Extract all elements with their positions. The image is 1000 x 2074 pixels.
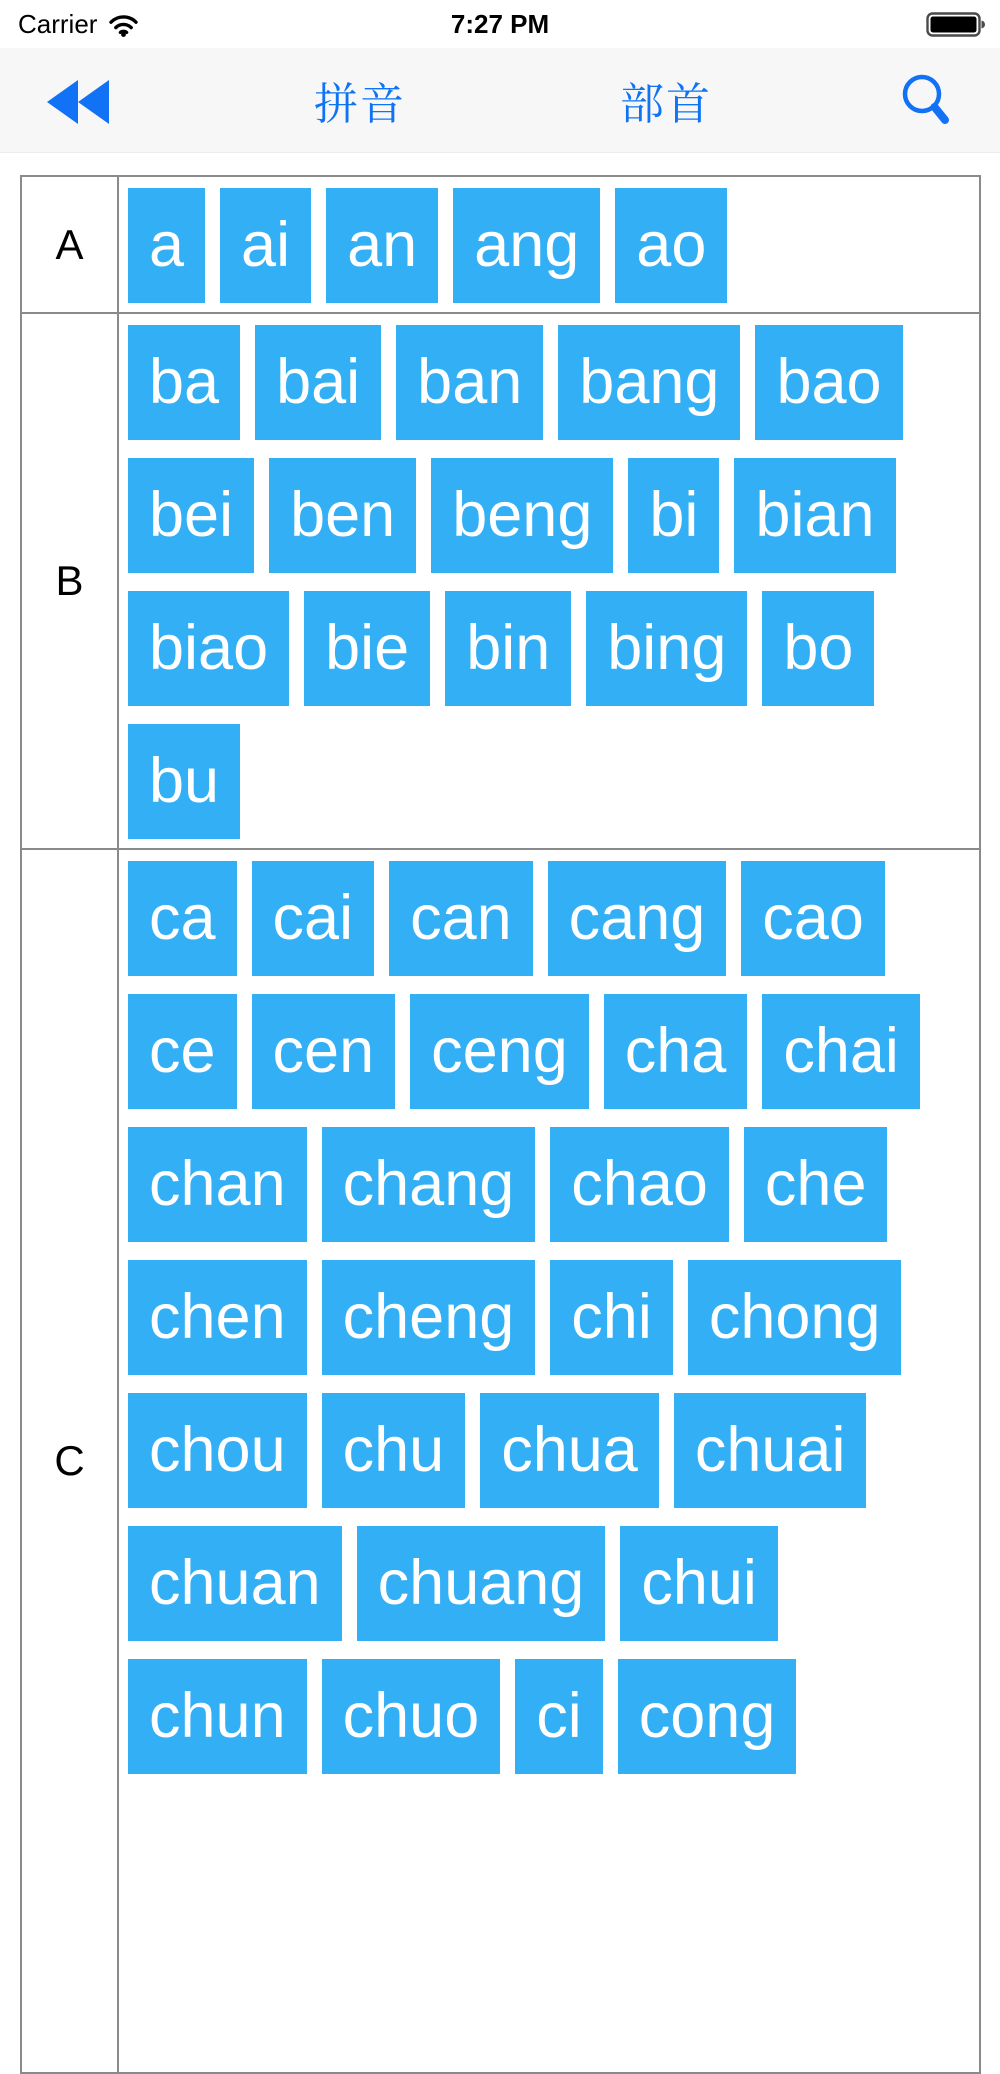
- pinyin-button-beng[interactable]: beng: [431, 458, 613, 573]
- pinyin-button-bi[interactable]: bi: [628, 458, 719, 573]
- pinyin-button-can[interactable]: can: [389, 861, 533, 976]
- pinyin-button-chang[interactable]: chang: [322, 1127, 536, 1242]
- syllable-row: [128, 591, 971, 706]
- carrier-label: Carrier: [18, 8, 98, 39]
- index-section-b: [22, 314, 979, 850]
- syllable-row: [128, 994, 971, 1109]
- pinyin-button-chuan[interactable]: chuan: [128, 1526, 342, 1641]
- pinyin-button-chua[interactable]: chua: [480, 1393, 659, 1508]
- pinyin-button-chuo[interactable]: chuo: [322, 1659, 501, 1774]
- pinyin-button-ang[interactable]: ang: [453, 188, 600, 303]
- section-letter: C: [22, 850, 119, 2072]
- pinyin-button-bao[interactable]: bao: [755, 325, 902, 440]
- syllable-row: [128, 325, 971, 440]
- pinyin-button-chuang[interactable]: chuang: [357, 1526, 606, 1641]
- pinyin-button-che[interactable]: che: [744, 1127, 888, 1242]
- pinyin-button-biao[interactable]: biao: [128, 591, 289, 706]
- pinyin-button-a[interactable]: a: [128, 188, 205, 303]
- pinyin-button-cheng[interactable]: cheng: [322, 1260, 536, 1375]
- index-section-c: [22, 850, 979, 2072]
- pinyin-button-chuai[interactable]: chuai: [674, 1393, 867, 1508]
- pinyin-button-bu[interactable]: bu: [128, 724, 240, 839]
- battery-icon: [926, 12, 986, 37]
- rewind-icon: [47, 80, 109, 124]
- pinyin-button-chen[interactable]: chen: [128, 1260, 307, 1375]
- syllable-row: [128, 458, 971, 573]
- pinyin-button-cai[interactable]: cai: [252, 861, 375, 976]
- index-section-a: [22, 177, 979, 314]
- section-letter: B: [22, 314, 119, 848]
- pinyin-button-ce[interactable]: ce: [128, 994, 237, 1109]
- syllable-row: [128, 1526, 971, 1641]
- nav-bar: [0, 48, 1000, 153]
- pinyin-button-bing[interactable]: bing: [586, 591, 747, 706]
- pinyin-button-chu[interactable]: chu: [322, 1393, 466, 1508]
- pinyin-button-ba[interactable]: ba: [128, 325, 240, 440]
- search-icon: [900, 73, 950, 127]
- pinyin-button-bai[interactable]: bai: [255, 325, 381, 440]
- pinyin-button-an[interactable]: an: [326, 188, 438, 303]
- tab-pinyin[interactable]: 拼音: [314, 80, 406, 129]
- syllable-row: [128, 861, 971, 976]
- pinyin-button-bian[interactable]: bian: [734, 458, 895, 573]
- pinyin-button-cen[interactable]: cen: [252, 994, 396, 1109]
- pinyin-button-chong[interactable]: chong: [688, 1260, 902, 1375]
- syllable-row: [128, 1393, 971, 1508]
- pinyin-index-table: [20, 175, 981, 2074]
- section-content: [119, 314, 979, 848]
- pinyin-button-ao[interactable]: ao: [615, 188, 727, 303]
- syllable-row: [128, 1260, 971, 1375]
- pinyin-button-chao[interactable]: chao: [550, 1127, 729, 1242]
- pinyin-button-chui[interactable]: chui: [620, 1526, 778, 1641]
- syllable-row: [128, 1127, 971, 1242]
- pinyin-button-cang[interactable]: cang: [548, 861, 727, 976]
- section-content: [119, 850, 979, 2072]
- section-letter: A: [22, 177, 119, 312]
- tab-radical[interactable]: 部首: [620, 80, 712, 129]
- pinyin-button-ai[interactable]: ai: [220, 188, 311, 303]
- search-button[interactable]: [896, 70, 954, 130]
- syllable-row: [128, 1659, 971, 1774]
- pinyin-button-ben[interactable]: ben: [269, 458, 416, 573]
- section-content: [119, 177, 979, 312]
- status-time: 7:27 PM: [450, 8, 550, 39]
- pinyin-button-bin[interactable]: bin: [445, 591, 571, 706]
- pinyin-button-chou[interactable]: chou: [128, 1393, 307, 1508]
- pinyin-button-cha[interactable]: cha: [604, 994, 748, 1109]
- pinyin-button-chai[interactable]: chai: [762, 994, 920, 1109]
- pinyin-button-cao[interactable]: cao: [741, 861, 885, 976]
- pinyin-button-bo[interactable]: bo: [762, 591, 874, 706]
- pinyin-button-chun[interactable]: chun: [128, 1659, 307, 1774]
- pinyin-button-ceng[interactable]: ceng: [410, 994, 589, 1109]
- back-button[interactable]: [46, 79, 110, 125]
- pinyin-button-ban[interactable]: ban: [396, 325, 543, 440]
- status-bar: [0, 0, 1000, 48]
- pinyin-button-bei[interactable]: bei: [128, 458, 254, 573]
- pinyin-button-cong[interactable]: cong: [618, 1659, 797, 1774]
- pinyin-button-chi[interactable]: chi: [550, 1260, 673, 1375]
- pinyin-button-bang[interactable]: bang: [558, 325, 740, 440]
- pinyin-button-chan[interactable]: chan: [128, 1127, 307, 1242]
- pinyin-button-bie[interactable]: bie: [304, 591, 430, 706]
- pinyin-button-ca[interactable]: ca: [128, 861, 237, 976]
- syllable-row: [128, 188, 971, 303]
- syllable-row: [128, 724, 971, 839]
- pinyin-button-ci[interactable]: ci: [515, 1659, 603, 1774]
